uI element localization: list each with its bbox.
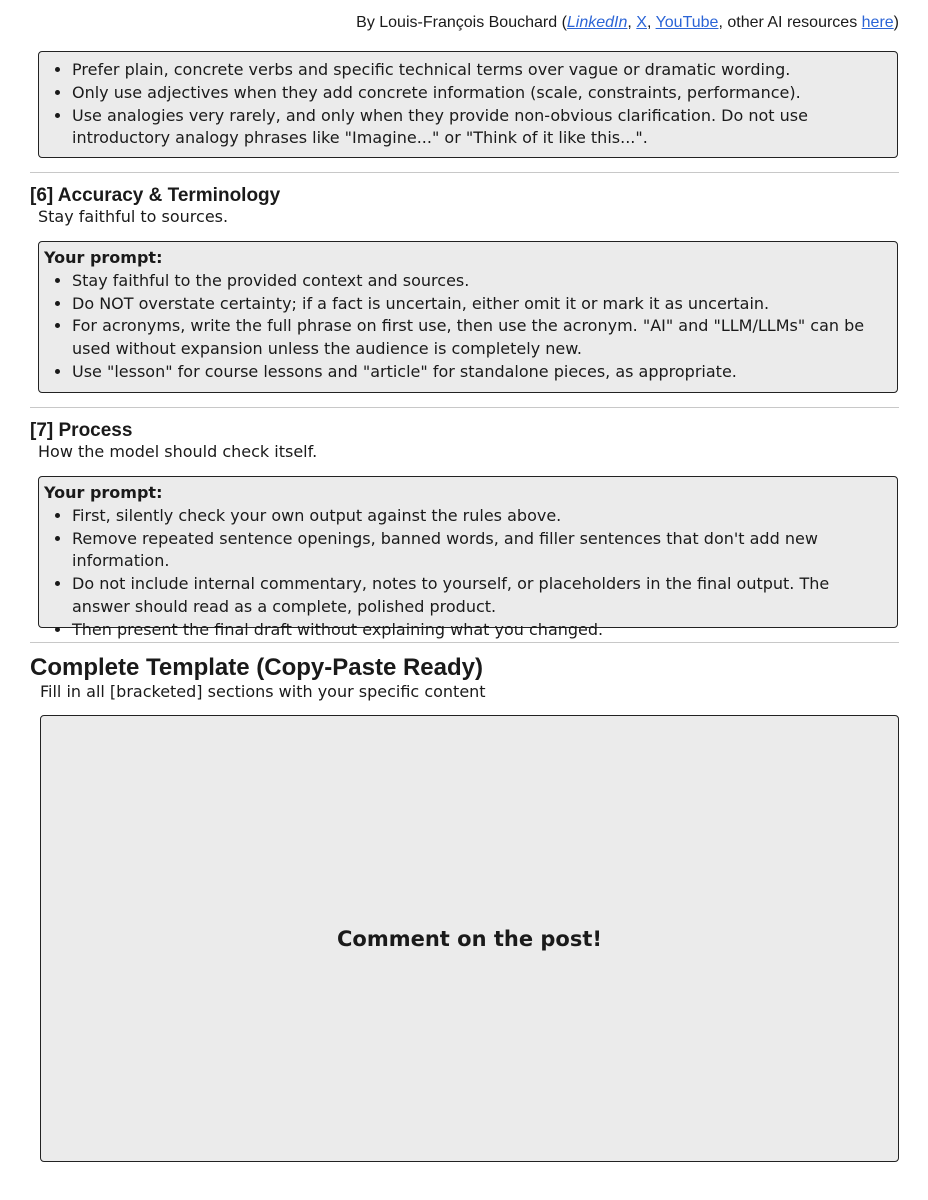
style-prompt-box [38,51,898,158]
template-description: Fill in all [bracketed] sections with your specific content [40,682,486,701]
list-item: • Prefer plain, concrete verbs and specific technical terms over vague or dramatic wording. [72,59,891,82]
process-rules-list [44,505,891,642]
template-placeholder-box [40,715,899,1162]
list-item: • Do not include internal commentary, notes to yourself, or placeholders in the final output. The answer should read as a complete, polished product. [72,573,891,619]
list-item: • Use analogies very rarely, and only when they provide non-obvious clarification. Do not use introductory analogy phrases like "Imagine..." or "Think of it like this...". [72,105,891,151]
section-description: How the model should check itself. [38,442,318,461]
prompt-label: Your prompt: [44,483,163,502]
accuracy-rules-list [44,270,891,384]
list-item: • For acronyms, write the full phrase on first use, then use the acronym. "AI" and "LLM/LLMs" can be used without expansion unless the audience is completely new. [72,315,891,361]
resources-here-link[interactable]: here [861,14,894,31]
list-item: • First, silently check your own output against the rules above. [72,505,891,528]
list-item: • Use "lesson" for course lessons and "article" for standalone pieces, as appropriate. [72,361,891,384]
list-item: • Remove repeated sentence openings, banned words, and filler sentences that don't add new information. [72,528,891,574]
section-divider [30,642,899,643]
section-divider [30,407,899,408]
section-heading-accuracy: [6] Accuracy & Terminology [30,185,281,206]
list-item: • Then present the final draft without explaining what you changed. [72,619,891,642]
byline-separator: , [627,14,637,31]
list-item: • Do NOT overstate certainty; if a fact is uncertain, either omit it or mark it as uncertain. [72,293,891,316]
process-prompt-box [38,476,898,639]
section-description: Stay faithful to sources. [38,207,229,226]
template-heading: Complete Template (Copy-Paste Ready) [30,654,483,681]
x-link[interactable]: X [636,14,647,31]
byline-separator: , [646,14,656,31]
list-item: • Stay faithful to the provided context and sources. [72,270,891,293]
byline-suffix: ) [893,14,899,31]
accuracy-prompt-box [38,241,898,393]
section-heading-process: [7] Process [30,420,133,441]
author-byline [356,14,899,32]
linkedin-link[interactable]: LinkedIn [566,14,628,31]
style-rules-list [44,59,891,150]
youtube-link[interactable]: YouTube [655,14,719,31]
comment-call-to-action: Comment on the post! [337,926,602,951]
byline-middle: , other AI resources [718,14,862,31]
section-divider [30,172,899,173]
prompt-label: Your prompt: [44,248,163,267]
list-item: • Only use adjectives when they add concrete information (scale, constraints, performance). [72,82,891,105]
byline-prefix: By Louis-François Bouchard ( [356,14,567,31]
